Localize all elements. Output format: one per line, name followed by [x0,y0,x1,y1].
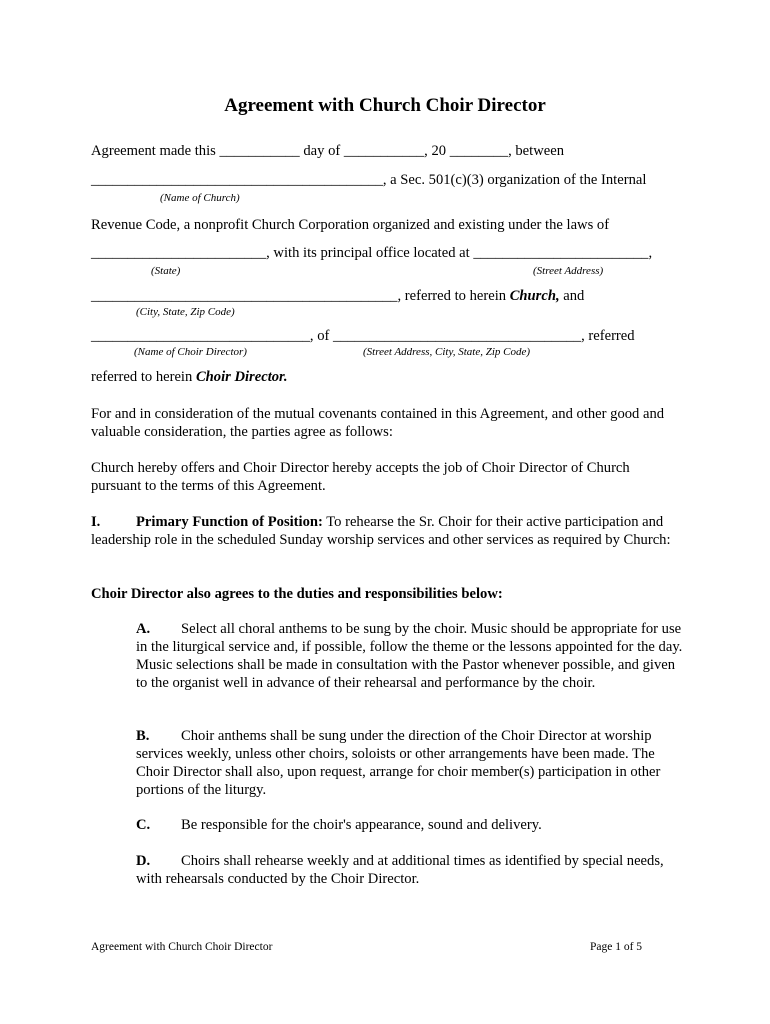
street-address-caption: (Street Address) [533,265,604,277]
director-name-caption: (Name of Choir Director) [134,346,247,358]
duty-label: D. [136,853,151,869]
director-term: Choir Director. [195,369,288,385]
city-line-end: and [559,288,585,304]
page-number: Page 1 of 5 [590,941,643,953]
city-caption: (City, State, Zip Code) [136,306,235,318]
city-line [91,287,584,305]
section-text: To rehearse the Sr. Choir for their active participation and leadership role in the scheduled Sunday worship services and other services as required by Church: [91,514,671,548]
duty-text: Be responsible for the choir's appearance, sound and delivery. [181,817,542,833]
duties-heading: Choir Director also agrees to the duties and responsibilities below: [91,586,503,602]
church-name-line: ________________________________________, a Sec. 501(c)(3) organization of the Internal [91,172,647,188]
duty-label: B. [136,728,150,744]
duty-item [136,852,684,888]
duty-text: Choirs shall rehearse weekly and at additional times as identified by special needs, with rehearsals conducted by the Choir Director. [136,853,664,887]
duty-label: C. [136,817,151,833]
director-term-line [91,368,288,386]
agreement-date-line: Agreement made this ___________ day of ___________, 20 ________, between [91,143,564,159]
director-line: ______________________________, of __________________________________, referred [91,328,635,344]
footer-title: Agreement with Church Choir Director [91,941,273,953]
consideration-paragraph: For and in consideration of the mutual covenants contained in this Agreement, and other good and valuable consideration, the parties agree as follows: [91,406,665,440]
duty-text: Choir anthems shall be sung under the direction of the Choir Director at worship services weekly, unless other choirs, soloists or other arrangements have been made. The Choir Director shall also, upon request, arrange for choir member(s) participation in other portions of the liturgy. [136,728,661,798]
section-primary-function [91,513,676,549]
document-title: Agreement with Church Choir Director [224,95,546,116]
state-caption: (State) [151,265,181,277]
duty-item [136,620,684,692]
section-number: I. [91,514,101,530]
revenue-code-line: Revenue Code, a nonprofit Church Corporation organized and existing under the laws of [91,217,610,233]
church-name-caption: (Name of Church) [160,192,240,204]
church-term: Church, [509,288,560,304]
section-heading: Primary Function of Position: [136,514,323,530]
duty-item [136,727,684,799]
director-term-text: referred to herein [91,369,196,385]
offer-paragraph: Church hereby offers and Choir Director hereby accepts the job of Choir Director of Church pursuant to the terms of this Agreement. [91,460,630,494]
state-address-line: ________________________, with its principal office located at ________________________, [91,245,653,261]
duty-item [136,816,684,834]
duty-text: Select all choral anthems to be sung by the choir. Music should be appropriate for use in the liturgical service and, if possible, follow the theme or the lessons appointed for the day. Music selections shall be made in consultation with the Pastor whenever possible, and given to the organist well in advance of their rehearsal and performance by the choir. [136,621,683,691]
duty-label: A. [136,621,151,637]
director-address-caption: (Street Address, City, State, Zip Code) [363,346,531,358]
city-line-text: __________________________________________, referred to herein [91,288,510,304]
